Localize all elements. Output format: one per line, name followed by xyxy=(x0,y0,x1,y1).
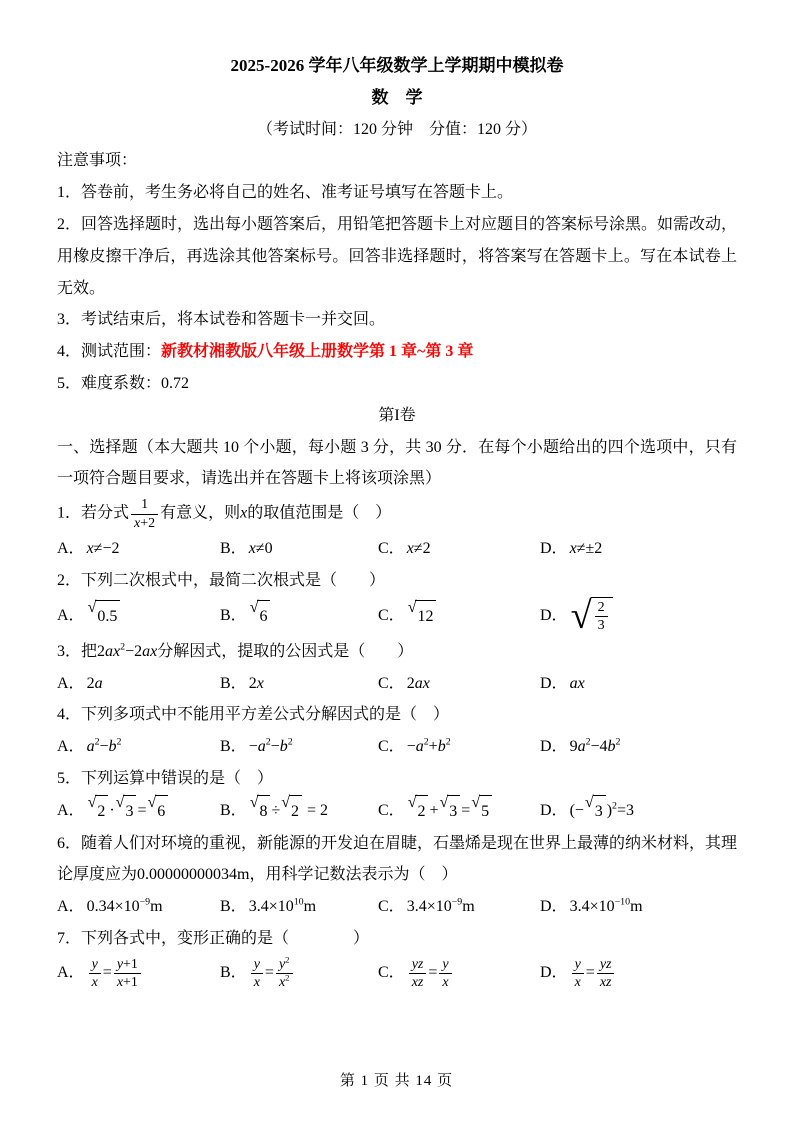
option-label: B． xyxy=(220,898,247,916)
question-1-option-a xyxy=(57,533,220,565)
question-6-options xyxy=(57,891,737,923)
notice-item-4 xyxy=(57,336,737,368)
notice-item-3: 3．考试结束后，将本试卷和答题卡一并交回。 xyxy=(57,311,386,329)
question-1-options xyxy=(57,533,737,565)
question-7 xyxy=(57,923,737,993)
option-label: D． xyxy=(540,674,568,692)
option-label: D． xyxy=(540,738,568,756)
option-formula: √ 12 xyxy=(407,607,438,624)
question-2-stem: 2．下列二次根式中，最简二次根式是（ ） xyxy=(57,571,386,589)
option-formula: x≠±2 xyxy=(569,540,603,558)
option-label: D． xyxy=(540,964,568,982)
option-formula: 2x xyxy=(248,674,264,692)
option-formula: $a^2-b^2$ xyxy=(86,736,122,756)
option-label: C． xyxy=(378,540,405,558)
question-3-option-b xyxy=(220,668,378,700)
question-3-option-c xyxy=(378,668,540,700)
question-1-option-d xyxy=(540,533,737,565)
option-label: B． xyxy=(220,540,247,558)
option-formula: $3.4\times 10^{10}m$ xyxy=(248,896,317,916)
question-2-option-d xyxy=(540,594,737,637)
option-label: D． xyxy=(540,801,568,819)
question-2-option-c xyxy=(378,600,540,633)
option-formula: $3.4\times 10^{-10}m$ xyxy=(569,896,643,916)
option-formula: √ 6 xyxy=(249,607,272,624)
option-label: A． xyxy=(57,540,85,558)
question-6-option-b xyxy=(220,891,378,923)
question-3-option-a xyxy=(57,668,220,700)
question-7-stem: 7．下列各式中，变形正确的是（ ） xyxy=(57,929,370,947)
notice-item-4-prefix: 4．测试范围： xyxy=(57,343,162,361)
question-4-stem: 4．下列多项式中不能用平方差公式分解因式的是（ ） xyxy=(57,706,450,724)
option-formula: x≠0 xyxy=(248,540,273,558)
notice-item-1: 1．答卷前，考生务必将自己的姓名、准考证号填写在答题卡上。 xyxy=(57,184,514,202)
question-7-options xyxy=(57,955,737,993)
option-formula: ax xyxy=(569,674,585,692)
option-formula: $-a^2-b^2$ xyxy=(248,736,293,756)
option-label: A． xyxy=(57,606,85,624)
question-5 xyxy=(57,763,737,828)
option-formula: $3.4\times 10^{-9}m$ xyxy=(406,896,475,916)
option-formula: √ $\frac{2}{3}$ xyxy=(570,607,614,624)
test-scope-highlight: 新教材湘教版八年级上册数学第 1 章~第 3 章 xyxy=(161,343,474,361)
option-formula: (− √ 3 )$^2$=3 xyxy=(570,802,634,819)
option-formula: x≠−2 xyxy=(86,540,120,558)
option-label: C． xyxy=(378,738,405,756)
question-3-options xyxy=(57,668,737,700)
question-1-option-b xyxy=(220,533,378,565)
question-4-option-b xyxy=(220,731,378,763)
question-6-option-d xyxy=(540,891,737,923)
notice-heading: 注意事项： xyxy=(57,152,138,170)
question-2 xyxy=(57,565,737,636)
exam-info: （考试时间：120 分钟 分值：120 分） xyxy=(256,120,537,138)
question-5-option-c xyxy=(378,795,540,828)
question-2-option-a xyxy=(57,600,220,633)
option-label: A． xyxy=(57,898,85,916)
question-4-option-d xyxy=(540,731,737,763)
option-formula: $0.34\times 10^{-9}m$ xyxy=(86,896,163,916)
option-label: C． xyxy=(378,606,405,624)
question-7-option-d xyxy=(540,955,737,993)
option-formula: √ 8 ÷ √ 2 = 2 xyxy=(249,802,328,819)
section-instruction: 一、选择题（本大题共 10 个小题，每小题 3 分，共 30 分．在每个小题给出的四个选项中，只有一项符合题目要求，请选出并在答题卡上将该项涂黑） xyxy=(57,438,737,488)
option-label: A． xyxy=(57,801,85,819)
option-formula: 2a xyxy=(86,674,103,692)
option-formula: x≠2 xyxy=(406,540,431,558)
option-label: A． xyxy=(57,674,85,692)
volume-title: 第I卷 xyxy=(378,406,416,424)
option-label: B． xyxy=(220,738,247,756)
option-formula: $9a^2-4b^2$ xyxy=(569,736,621,756)
question-4-options xyxy=(57,731,737,763)
question-1-option-c xyxy=(378,533,540,565)
question-5-option-a xyxy=(57,795,220,828)
option-formula: $\frac{yz}{xz}$ = $\frac{y}{x}$ xyxy=(407,964,454,981)
question-3-stem: 3．把$2ax^2-2ax$分解因式，提取的公因式是（ ） xyxy=(57,641,414,660)
option-label: A． xyxy=(57,964,85,982)
option-formula: $\frac{y}{x}$ = $\frac{y^2}{x^2}$ xyxy=(249,964,295,981)
question-3 xyxy=(57,636,737,700)
question-5-option-b xyxy=(220,795,378,828)
page-footer: 第 1 页 共 14 页 xyxy=(339,1073,454,1090)
option-formula: $-a^2+b^2$ xyxy=(406,736,451,756)
option-label: C． xyxy=(378,801,405,819)
question-6-option-c xyxy=(378,891,540,923)
option-label: C． xyxy=(378,674,405,692)
option-formula: √ 2 · √ 3 = √ 6 xyxy=(87,802,170,819)
question-6-stem: 6．随着人们对环境的重视，新能源的开发迫在眉睫，石墨烯是现在世界上最薄的纳米材料，其理论厚度应为0.00000000034m，用科学记数法表示为（ ） xyxy=(57,834,738,884)
option-formula: 2ax xyxy=(406,674,430,692)
option-formula: $\frac{y}{x}$ = $\frac{yz}{xz}$ xyxy=(570,964,617,981)
question-5-options xyxy=(57,795,737,828)
question-5-option-d xyxy=(540,795,737,828)
question-2-option-b xyxy=(220,600,378,633)
question-7-option-a xyxy=(57,955,220,993)
option-label: B． xyxy=(220,801,247,819)
option-label: D． xyxy=(540,606,568,624)
notice-item-5: 5．难度系数：0.72 xyxy=(57,374,190,392)
question-1 xyxy=(57,495,737,565)
option-label: B． xyxy=(220,964,247,982)
option-label: D． xyxy=(540,540,568,558)
option-formula: √ 0.5 xyxy=(87,607,122,624)
question-4-option-a xyxy=(57,731,220,763)
option-label: B． xyxy=(220,606,247,624)
option-label: D． xyxy=(540,898,568,916)
question-7-option-c xyxy=(378,955,540,993)
option-label: C． xyxy=(378,964,405,982)
question-1-stem: 1．若分式 $\frac{1}{x+2}$ 有意义，则x的取值范围是（ ） xyxy=(57,497,392,531)
question-6 xyxy=(57,828,737,923)
notice-item-2: 2．回答选择题时，选出每小题答案后，用铅笔把答题卡上对应题目的答案标号涂黑。如需改动，用橡皮擦干净后，再选涂其他答案标号。回答非选择题时，将答案写在答题卡上。写在本试卷上无效。 xyxy=(57,215,738,297)
option-formula: √ 2 + √ 3 = √ 5 xyxy=(407,802,493,819)
question-5-stem: 5．下列运算中错误的是（ ） xyxy=(57,769,274,787)
page-title: 2025-2026 学年八年级数学上学期期中模拟卷 xyxy=(230,56,564,75)
question-7-option-b xyxy=(220,955,378,993)
option-formula: $\frac{y}{x}$ = $\frac{y+1}{x+1}$ xyxy=(87,964,143,981)
question-2-options xyxy=(57,594,737,637)
option-label: B． xyxy=(220,674,247,692)
subject-title: 数 学 xyxy=(371,87,423,107)
option-label: A． xyxy=(57,738,85,756)
question-6-option-a xyxy=(57,891,220,923)
question-3-option-d xyxy=(540,668,737,700)
question-4 xyxy=(57,699,737,763)
question-4-option-c xyxy=(378,731,540,763)
option-label: C． xyxy=(378,898,405,916)
